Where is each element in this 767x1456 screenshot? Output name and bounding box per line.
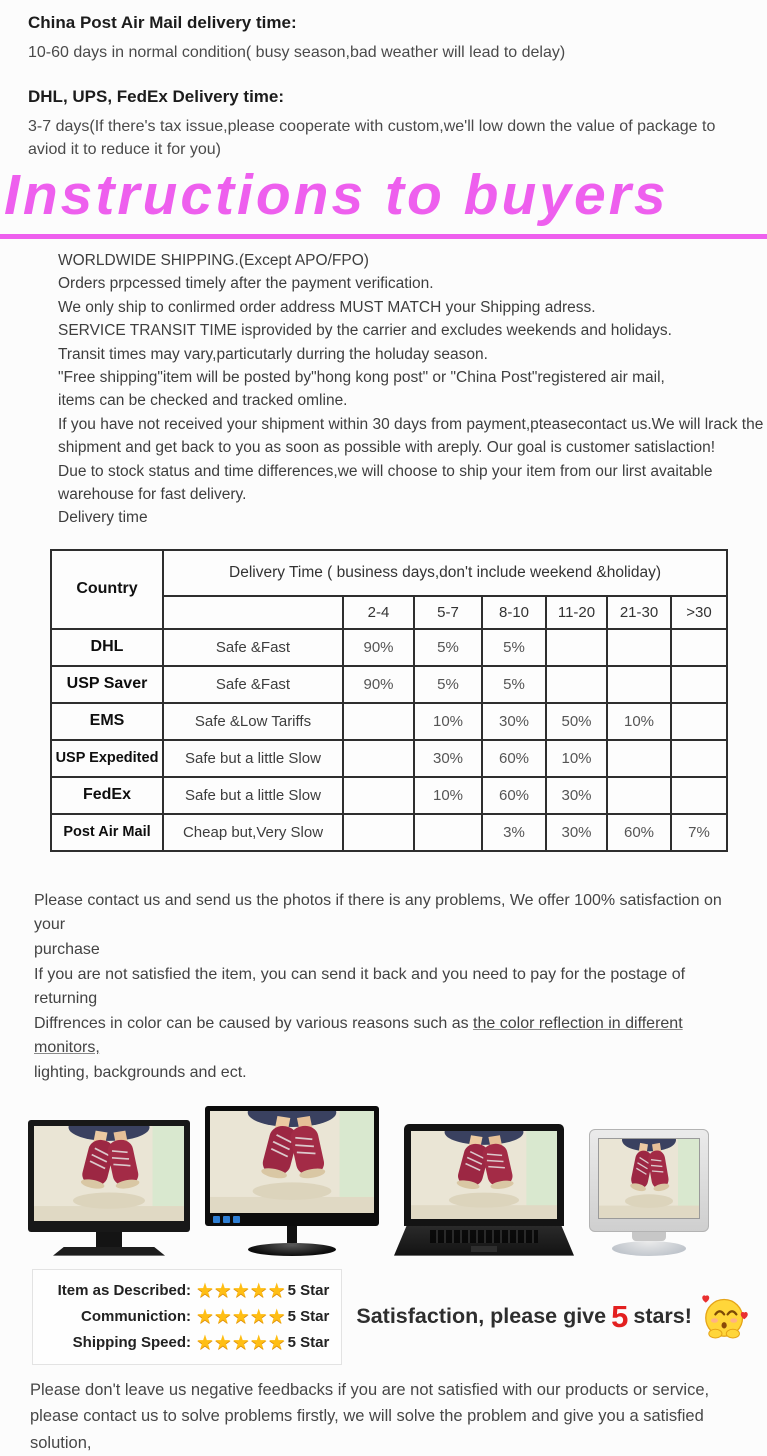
carrier-name: FedEx [51, 777, 163, 814]
table-corner-header: Country [51, 550, 163, 629]
feedback-footer [30, 1377, 767, 1456]
table-span-header: Delivery Time ( business days,don't include weekend &holiday) [163, 550, 727, 596]
table-range-header: 8-10 [482, 596, 546, 629]
carrier-name: Post Air Mail [51, 814, 163, 851]
delivery-time-table [50, 549, 728, 852]
carrier-description: Cheap but,Very Slow [163, 814, 343, 851]
pct-cell [671, 703, 727, 740]
table-row [51, 629, 727, 666]
monitor-neck [287, 1226, 297, 1243]
pct-cell [607, 629, 671, 666]
shipping-note-line: SERVICE TRANSIT TIME isprovided by the carrier and excludes weekends and holidays. [58, 322, 672, 340]
satisfaction-text-after: stars! [633, 1304, 692, 1329]
table-range-header: >30 [671, 596, 727, 629]
pct-cell [414, 814, 482, 851]
slim-monitor-image [205, 1106, 379, 1256]
pct-cell: 10% [414, 777, 482, 814]
carrier-description: Safe but a little Slow [163, 777, 343, 814]
satisfaction-text-before: Satisfaction, please give [356, 1304, 607, 1329]
carrier-name: USP Expedited [51, 740, 163, 777]
monitor-base [53, 1247, 165, 1256]
footer-line: please contact us to solve problems firstly, we will solve the problem and give you a satisfied solution, [30, 1407, 704, 1452]
pct-cell: 60% [482, 740, 546, 777]
pct-cell: 10% [414, 703, 482, 740]
pct-cell: 50% [546, 703, 607, 740]
rating-row [41, 1330, 329, 1356]
shipping-note-line: Delivery time [58, 509, 148, 527]
instructions-banner: Instructions to buyers [0, 165, 767, 239]
shipping-note-line: items can be checked and tracked omline. [58, 392, 348, 410]
carrier-name: EMS [51, 703, 163, 740]
monitor-neck [96, 1232, 122, 1247]
star-icons: ★★★★★ [196, 1280, 286, 1303]
courier-heading: DHL, UPS, FedEx Delivery time: [28, 87, 285, 106]
pct-cell [546, 666, 607, 703]
china-post-heading: China Post Air Mail delivery time: [28, 13, 297, 32]
shipping-note-line: warehouse for fast delivery. [58, 486, 247, 504]
service-line: If you are not satisfied the item, you can send it back and you need to pay for the postage of returning [34, 965, 686, 1008]
blow-kiss-emoji-icon [697, 1291, 753, 1343]
service-paragraph [34, 889, 749, 1086]
shipping-notes [58, 249, 767, 530]
monitor-round-base [248, 1243, 336, 1256]
shipping-note-line: shipment and get back to you as soon as possible with areply. Our goal is customer satislaction! [58, 439, 716, 457]
monitor-bezel [28, 1120, 190, 1232]
shipping-note-line: "Free shipping"item will be posted by"hong kong post" or "China Post"registered air mail, [58, 369, 665, 387]
laptop-screen [404, 1124, 564, 1226]
laptop-keys [430, 1230, 538, 1243]
color-line-before: Diffrences in color can be caused by various reasons such as [34, 1014, 474, 1032]
shoes-photo [34, 1126, 184, 1221]
rating-label: Shipping Speed: [72, 1334, 191, 1352]
rating-value: 5 Star [287, 1334, 330, 1352]
courier-note [28, 87, 767, 161]
satisfaction-number: 5 [611, 1299, 629, 1335]
table-row [51, 814, 727, 851]
ratings-box [32, 1269, 342, 1365]
pct-cell: 5% [482, 629, 546, 666]
pct-cell [671, 777, 727, 814]
pct-cell [607, 740, 671, 777]
carrier-description: Safe &Fast [163, 666, 343, 703]
star-icons: ★★★★★ [196, 1332, 286, 1355]
pct-cell [671, 740, 727, 777]
pct-cell [343, 740, 414, 777]
pct-cell: 30% [546, 777, 607, 814]
carrier-name: USP Saver [51, 666, 163, 703]
monitor-neck [632, 1232, 666, 1241]
shipping-note-line: Due to stock status and time differences,we will choose to ship your item from our lirst avaitable [58, 462, 713, 480]
laptop-keyboard [394, 1226, 574, 1256]
rating-label: Communiction: [81, 1308, 191, 1326]
pct-cell: 60% [482, 777, 546, 814]
rating-row [41, 1304, 329, 1330]
china-post-note [28, 0, 767, 64]
pct-cell: 30% [546, 814, 607, 851]
carrier-description: Safe but a little Slow [163, 740, 343, 777]
pct-cell: 30% [414, 740, 482, 777]
color-line-underlined: the color reflection in different monitors, [34, 1014, 683, 1057]
star-icons: ★★★★★ [196, 1306, 286, 1329]
table-row [51, 703, 727, 740]
pct-cell: 30% [482, 703, 546, 740]
table-range-header: 11-20 [546, 596, 607, 629]
shipping-note-line: WORLDWIDE SHIPPING.(Except APO/FPO) [58, 252, 369, 269]
table-range-empty [163, 596, 343, 629]
vintage-monitor-image [589, 1129, 709, 1256]
pct-cell [343, 814, 414, 851]
shipping-note-line: Transit times may vary,particutarly durring the holuday season. [58, 345, 488, 363]
shipping-note-line: We only ship to conlirmed order address MUST MATCH your Shipping adress. [58, 298, 596, 316]
pct-cell: 5% [414, 666, 482, 703]
courier-body: 3-7 days(If there's tax issue,please cooperate with custom,we'll low down the value of package to aviod it to reduce it for you) [28, 118, 716, 158]
pct-cell: 10% [607, 703, 671, 740]
pct-cell: 10% [546, 740, 607, 777]
rating-row [41, 1278, 329, 1304]
taskbar-icons [210, 1213, 374, 1226]
shoes-photo [210, 1111, 374, 1213]
pct-cell [607, 777, 671, 814]
pct-cell [546, 629, 607, 666]
monitor-shell [589, 1129, 709, 1232]
rating-value: 5 Star [287, 1282, 330, 1300]
rating-value: 5 Star [287, 1308, 330, 1326]
pct-cell [343, 777, 414, 814]
pct-cell [671, 629, 727, 666]
pct-cell: 60% [607, 814, 671, 851]
laptop-image [394, 1124, 574, 1256]
table-row [51, 740, 727, 777]
carrier-description: Safe &Fast [163, 629, 343, 666]
table-range-header: 21-30 [607, 596, 671, 629]
shoes-photo [598, 1138, 700, 1219]
shipping-note-line: Orders prpcessed timely after the payment verification. [58, 275, 434, 293]
table-row [51, 777, 727, 814]
footer-line: Please don't leave us negative feedbacks if you are not satisfied with our products or service, [30, 1380, 710, 1399]
pct-cell: 90% [343, 629, 414, 666]
service-line: purchase [34, 941, 100, 959]
table-range-header: 2-4 [343, 596, 414, 629]
ratings-section [32, 1269, 767, 1365]
service-line-color [34, 1012, 749, 1061]
monitor-round-base [612, 1241, 686, 1256]
monitor-comparison-images [28, 1110, 709, 1256]
carrier-description: Safe &Low Tariffs [163, 703, 343, 740]
shoes-photo [411, 1131, 557, 1219]
satisfaction-callout [356, 1291, 753, 1343]
service-line: lighting, backgrounds and ect. [34, 1064, 247, 1082]
china-post-body: 10-60 days in normal condition( busy season,bad weather will lead to delay) [28, 44, 566, 61]
pct-cell: 3% [482, 814, 546, 851]
pct-cell [671, 666, 727, 703]
carrier-name: DHL [51, 629, 163, 666]
service-line: Please contact us and send us the photos if there is any problems, We offer 100% satisfaction on your [34, 891, 722, 934]
shipping-note-line: If you have not received your shipment within 30 days from payment,pteasecontact us.We will lrack the [58, 415, 764, 433]
pct-cell [607, 666, 671, 703]
widescreen-monitor-image [28, 1120, 190, 1256]
pct-cell: 5% [414, 629, 482, 666]
monitor-bezel [205, 1106, 379, 1226]
pct-cell: 7% [671, 814, 727, 851]
rating-label: Item as Described: [57, 1282, 191, 1300]
pct-cell [343, 703, 414, 740]
pct-cell: 90% [343, 666, 414, 703]
pct-cell: 5% [482, 666, 546, 703]
table-row [51, 666, 727, 703]
table-range-header: 5-7 [414, 596, 482, 629]
